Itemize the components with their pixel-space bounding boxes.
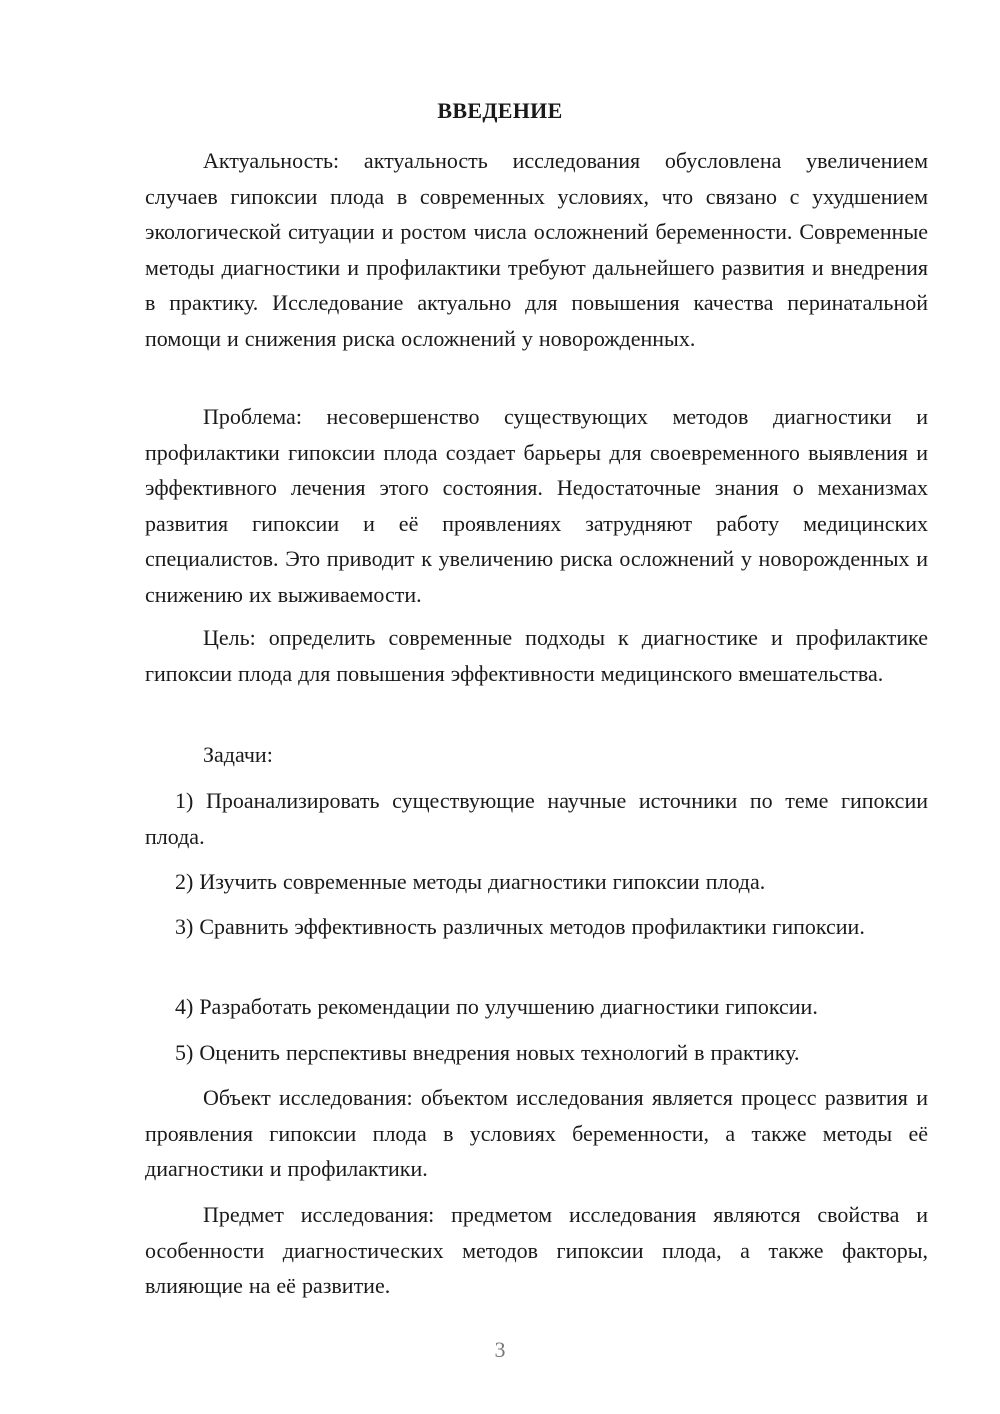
task-item-5: 5) Оценить перспективы внедрения новых технологий в практику. bbox=[175, 1040, 800, 1065]
paragraph-goal: Цель: определить современные подходы к диагностике и профилактике гипоксии плода для повышения эффективности медицинского вмешательства. bbox=[145, 625, 928, 686]
task-item-1: 1) Проанализировать существующие научные источники по теме гипоксии плода. bbox=[145, 788, 928, 849]
paragraph-relevance: Актуальность: актуальность исследования обусловлена увеличением случаев гипоксии плода в современных условиях, что связано с ухудшением экологической ситуации и ростом числа осложнений беременности. Современные методы диагностики и профилактики требуют дальнейшего развития и внедрения в практику. Исследование актуально для повышения качества перинатальной помощи и снижения риска осложнений у новорожденных. bbox=[145, 148, 928, 351]
paragraph-problem: Проблема: несовершенство существующих методов диагностики и профилактики гипоксии плода создает барьеры для своевременного выявления и эффективного лечения этого состояния. Недостаточные знания о механизмах развития гипоксии и её проявлениях затрудняют работу медицинских специалистов. Это приводит к увеличению риска осложнений у новорожденных и снижению их выживаемости. bbox=[145, 404, 928, 607]
tasks-label: Задачи: bbox=[203, 742, 273, 767]
page-title: ВВЕДЕНИЕ bbox=[437, 98, 563, 123]
paragraph-object: Объект исследования: объектом исследования является процесс развития и проявления гипоксии плода в условиях беременности, а также методы её диагностики и профилактики. bbox=[145, 1085, 928, 1181]
task-item-2: 2) Изучить современные методы диагностики гипоксии плода. bbox=[175, 869, 766, 894]
paragraph-subject: Предмет исследования: предметом исследования являются свойства и особенности диагностических методов гипоксии плода, а также факторы, влияющие на её развитие. bbox=[145, 1202, 928, 1298]
task-item-4: 4) Разработать рекомендации по улучшению диагностики гипоксии. bbox=[175, 994, 818, 1019]
task-item-3: 3) Сравнить эффективность различных методов профилактики гипоксии. bbox=[175, 914, 865, 939]
page-number: 3 bbox=[494, 1337, 506, 1362]
